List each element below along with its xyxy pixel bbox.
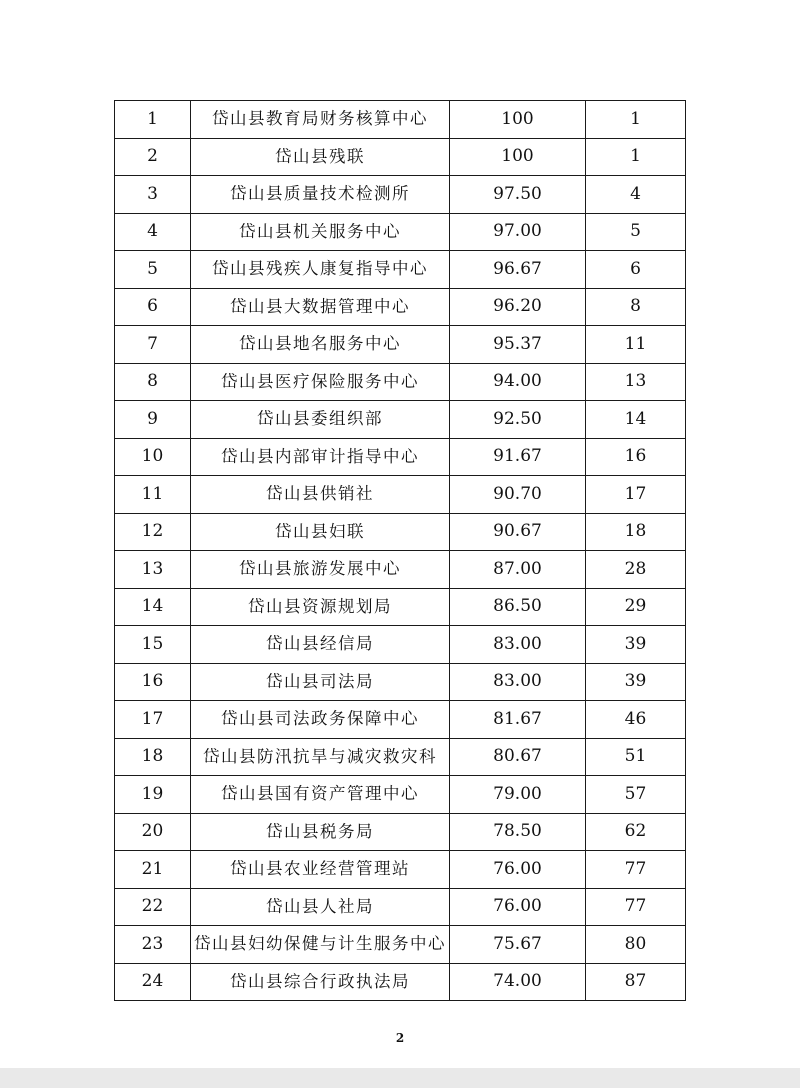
table-row — [115, 851, 686, 889]
row-number-cell: 9 — [115, 401, 191, 439]
unit-name-cell: 岱山县司法局 — [191, 663, 450, 701]
row-number-cell: 22 — [115, 888, 191, 926]
table-row — [115, 363, 686, 401]
table-row — [115, 288, 686, 326]
unit-name-cell: 岱山县残联 — [191, 138, 450, 176]
score-cell: 87.00 — [450, 551, 586, 589]
rank-cell: 6 — [586, 251, 686, 289]
rank-cell: 29 — [586, 588, 686, 626]
unit-name-cell: 岱山县内部审计指导中心 — [191, 438, 450, 476]
row-number-cell: 19 — [115, 776, 191, 814]
ranking-table-body — [115, 101, 686, 1001]
unit-name-cell: 岱山县医疗保险服务中心 — [191, 363, 450, 401]
row-number-cell: 5 — [115, 251, 191, 289]
score-cell: 97.00 — [450, 213, 586, 251]
unit-name-cell: 岱山县旅游发展中心 — [191, 551, 450, 589]
unit-name-cell: 岱山县防汛抗旱与减灾救灾科 — [191, 738, 450, 776]
unit-name-cell: 岱山县司法政务保障中心 — [191, 701, 450, 739]
table-row — [115, 401, 686, 439]
table-row — [115, 101, 686, 139]
unit-name-cell: 岱山县质量技术检测所 — [191, 176, 450, 214]
row-number-cell: 6 — [115, 288, 191, 326]
table-row — [115, 326, 686, 364]
row-number-cell: 18 — [115, 738, 191, 776]
rank-cell: 1 — [586, 138, 686, 176]
row-number-cell: 13 — [115, 551, 191, 589]
unit-name-cell: 岱山县供销社 — [191, 476, 450, 514]
rank-cell: 77 — [586, 888, 686, 926]
table-row — [115, 626, 686, 664]
score-cell: 83.00 — [450, 663, 586, 701]
table-row — [115, 588, 686, 626]
rank-cell: 62 — [586, 813, 686, 851]
rank-cell: 8 — [586, 288, 686, 326]
row-number-cell: 24 — [115, 963, 191, 1001]
row-number-cell: 3 — [115, 176, 191, 214]
unit-name-cell: 岱山县大数据管理中心 — [191, 288, 450, 326]
score-cell: 86.50 — [450, 588, 586, 626]
table-row — [115, 438, 686, 476]
rank-cell: 77 — [586, 851, 686, 889]
score-cell: 76.00 — [450, 888, 586, 926]
rank-cell: 16 — [586, 438, 686, 476]
rank-cell: 4 — [586, 176, 686, 214]
ranking-table — [114, 100, 686, 1001]
score-cell: 95.37 — [450, 326, 586, 364]
score-cell: 92.50 — [450, 401, 586, 439]
row-number-cell: 1 — [115, 101, 191, 139]
row-number-cell: 20 — [115, 813, 191, 851]
score-cell: 90.67 — [450, 513, 586, 551]
score-cell: 90.70 — [450, 476, 586, 514]
unit-name-cell: 岱山县教育局财务核算中心 — [191, 101, 450, 139]
score-cell: 96.20 — [450, 288, 586, 326]
unit-name-cell: 岱山县农业经营管理站 — [191, 851, 450, 889]
score-cell: 91.67 — [450, 438, 586, 476]
rank-cell: 51 — [586, 738, 686, 776]
rank-cell: 13 — [586, 363, 686, 401]
table-row — [115, 701, 686, 739]
rank-cell: 14 — [586, 401, 686, 439]
table-row — [115, 663, 686, 701]
rank-cell: 18 — [586, 513, 686, 551]
unit-name-cell: 岱山县人社局 — [191, 888, 450, 926]
unit-name-cell: 岱山县机关服务中心 — [191, 213, 450, 251]
unit-name-cell: 岱山县资源规划局 — [191, 588, 450, 626]
row-number-cell: 14 — [115, 588, 191, 626]
unit-name-cell: 岱山县综合行政执法局 — [191, 963, 450, 1001]
rank-cell: 87 — [586, 963, 686, 1001]
row-number-cell: 17 — [115, 701, 191, 739]
score-cell: 78.50 — [450, 813, 586, 851]
score-cell: 81.67 — [450, 701, 586, 739]
score-cell: 100 — [450, 101, 586, 139]
unit-name-cell: 岱山县残疾人康复指导中心 — [191, 251, 450, 289]
score-cell: 97.50 — [450, 176, 586, 214]
rank-cell: 5 — [586, 213, 686, 251]
page-number: 2 — [395, 1031, 405, 1045]
row-number-cell: 11 — [115, 476, 191, 514]
table-row — [115, 926, 686, 964]
score-cell: 76.00 — [450, 851, 586, 889]
table-row — [115, 551, 686, 589]
unit-name-cell: 岱山县国有资产管理中心 — [191, 776, 450, 814]
table-row — [115, 813, 686, 851]
row-number-cell: 12 — [115, 513, 191, 551]
table-row — [115, 888, 686, 926]
score-cell: 74.00 — [450, 963, 586, 1001]
score-cell: 96.67 — [450, 251, 586, 289]
score-cell: 100 — [450, 138, 586, 176]
table-row — [115, 738, 686, 776]
table-row — [115, 213, 686, 251]
row-number-cell: 23 — [115, 926, 191, 964]
row-number-cell: 21 — [115, 851, 191, 889]
table-row — [115, 963, 686, 1001]
score-cell: 79.00 — [450, 776, 586, 814]
rank-cell: 17 — [586, 476, 686, 514]
row-number-cell: 16 — [115, 663, 191, 701]
unit-name-cell: 岱山县妇幼保健与计生服务中心 — [191, 926, 450, 964]
rank-cell: 1 — [586, 101, 686, 139]
row-number-cell: 15 — [115, 626, 191, 664]
unit-name-cell: 岱山县妇联 — [191, 513, 450, 551]
row-number-cell: 8 — [115, 363, 191, 401]
rank-cell: 11 — [586, 326, 686, 364]
table-row — [115, 251, 686, 289]
table-row — [115, 138, 686, 176]
table-row — [115, 476, 686, 514]
rank-cell: 80 — [586, 926, 686, 964]
score-cell: 83.00 — [450, 626, 586, 664]
score-cell: 94.00 — [450, 363, 586, 401]
unit-name-cell: 岱山县委组织部 — [191, 401, 450, 439]
row-number-cell: 10 — [115, 438, 191, 476]
rank-cell: 39 — [586, 663, 686, 701]
page-bottom-edge — [0, 1068, 800, 1088]
table-row — [115, 513, 686, 551]
row-number-cell: 7 — [115, 326, 191, 364]
row-number-cell: 4 — [115, 213, 191, 251]
table-row — [115, 176, 686, 214]
unit-name-cell: 岱山县税务局 — [191, 813, 450, 851]
table-row — [115, 776, 686, 814]
rank-cell: 46 — [586, 701, 686, 739]
score-cell: 75.67 — [450, 926, 586, 964]
rank-cell: 39 — [586, 626, 686, 664]
rank-cell: 28 — [586, 551, 686, 589]
score-cell: 80.67 — [450, 738, 586, 776]
unit-name-cell: 岱山县地名服务中心 — [191, 326, 450, 364]
unit-name-cell: 岱山县经信局 — [191, 626, 450, 664]
row-number-cell: 2 — [115, 138, 191, 176]
rank-cell: 57 — [586, 776, 686, 814]
